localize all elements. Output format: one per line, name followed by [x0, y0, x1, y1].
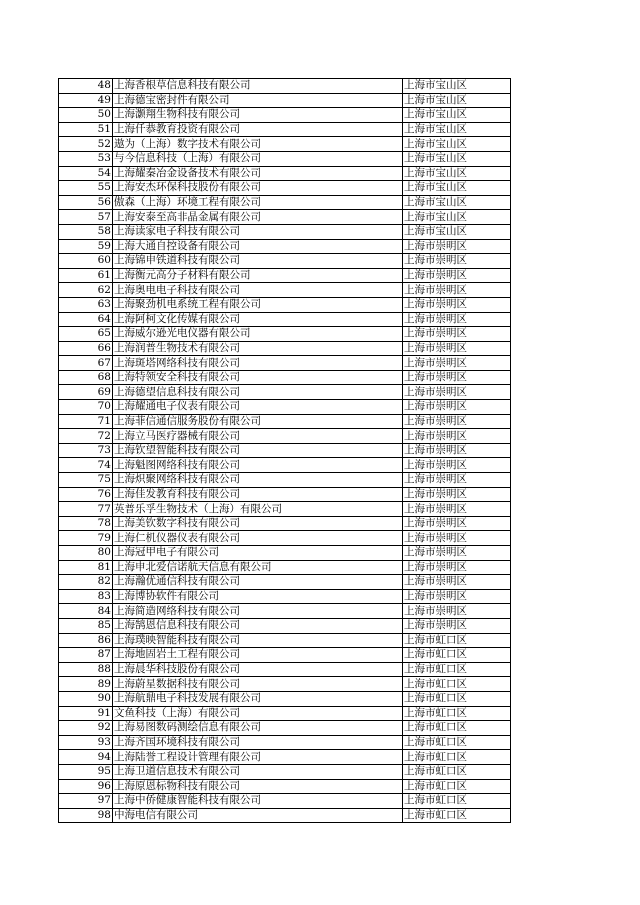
district-cell: 上海市崇明区 — [403, 589, 511, 604]
table-row — [59, 224, 511, 239]
table-row — [59, 779, 511, 794]
company-name-cell: 上海阿柯文化传媒有限公司 — [113, 312, 403, 327]
row-number-cell: 67 — [59, 356, 113, 371]
table-row — [59, 589, 511, 604]
district-cell: 上海市崇明区 — [403, 531, 511, 546]
company-name-cell: 上海衡元高分子材料有限公司 — [113, 268, 403, 283]
table-row — [59, 356, 511, 371]
row-number-cell: 98 — [59, 808, 113, 823]
company-name-cell: 上海陆誉工程设计管理有限公司 — [113, 750, 403, 765]
district-cell: 上海市崇明区 — [403, 458, 511, 473]
row-number-cell: 74 — [59, 458, 113, 473]
company-name-cell: 上海鹄恩信息科技有限公司 — [113, 618, 403, 633]
table-row — [59, 195, 511, 210]
table-row — [59, 458, 511, 473]
table-row — [59, 181, 511, 196]
district-cell: 上海市崇明区 — [403, 560, 511, 575]
district-cell: 上海市宝山区 — [403, 210, 511, 225]
row-number-cell: 50 — [59, 108, 113, 123]
table-row — [59, 808, 511, 823]
company-name-cell: 与今信息科技（上海）有限公司 — [113, 151, 403, 166]
company-name-cell: 上海香根草信息科技有限公司 — [113, 79, 403, 94]
district-cell: 上海市崇明区 — [403, 254, 511, 269]
table-row — [59, 429, 511, 444]
table-row — [59, 151, 511, 166]
row-number-cell: 73 — [59, 443, 113, 458]
district-cell: 上海市宝山区 — [403, 108, 511, 123]
district-cell: 上海市崇明区 — [403, 370, 511, 385]
company-name-cell: 上海斑塔网络科技有限公司 — [113, 356, 403, 371]
table-row — [59, 691, 511, 706]
district-cell: 上海市虹口区 — [403, 764, 511, 779]
district-cell: 上海市宝山区 — [403, 166, 511, 181]
company-name-cell: 上海安泰至高非晶金属有限公司 — [113, 210, 403, 225]
company-name-cell: 上海锦申铁道科技有限公司 — [113, 254, 403, 269]
row-number-cell: 77 — [59, 502, 113, 517]
table-row — [59, 443, 511, 458]
row-number-cell: 58 — [59, 224, 113, 239]
row-number-cell: 68 — [59, 370, 113, 385]
row-number-cell: 95 — [59, 764, 113, 779]
company-name-cell: 上海蔚星数据科技有限公司 — [113, 677, 403, 692]
district-cell: 上海市宝山区 — [403, 122, 511, 137]
table-row — [59, 794, 511, 809]
company-name-cell: 上海立马医疗器械有限公司 — [113, 429, 403, 444]
district-cell: 上海市崇明区 — [403, 618, 511, 633]
row-number-cell: 84 — [59, 604, 113, 619]
district-cell: 上海市虹口区 — [403, 691, 511, 706]
table-row — [59, 327, 511, 342]
table-row — [59, 648, 511, 663]
company-name-cell: 上海德望信息科技有限公司 — [113, 385, 403, 400]
district-cell: 上海市宝山区 — [403, 93, 511, 108]
company-name-cell: 上海德宝密封件有限公司 — [113, 93, 403, 108]
district-cell: 上海市崇明区 — [403, 502, 511, 517]
company-name-cell: 上海大通自控设备有限公司 — [113, 239, 403, 254]
company-name-cell: 上海佳发教育科技有限公司 — [113, 487, 403, 502]
company-name-cell: 傲森（上海）环境工程有限公司 — [113, 195, 403, 210]
table-row — [59, 79, 511, 94]
table-row — [59, 239, 511, 254]
district-cell: 上海市虹口区 — [403, 706, 511, 721]
row-number-cell: 51 — [59, 122, 113, 137]
table-row — [59, 735, 511, 750]
district-cell: 上海市虹口区 — [403, 721, 511, 736]
company-name-cell: 上海齐国环境科技有限公司 — [113, 735, 403, 750]
district-cell: 上海市虹口区 — [403, 808, 511, 823]
table-row — [59, 531, 511, 546]
district-cell: 上海市崇明区 — [403, 356, 511, 371]
company-name-cell: 上海晨华科技股份有限公司 — [113, 662, 403, 677]
table-row — [59, 618, 511, 633]
district-cell: 上海市宝山区 — [403, 195, 511, 210]
table-row — [59, 341, 511, 356]
table-row — [59, 706, 511, 721]
table-body — [59, 79, 511, 823]
row-number-cell: 69 — [59, 385, 113, 400]
district-cell: 上海市崇明区 — [403, 516, 511, 531]
district-cell: 上海市宝山区 — [403, 224, 511, 239]
company-name-cell: 上海瀚优通信科技有限公司 — [113, 575, 403, 590]
company-name-cell: 上海璞映智能科技有限公司 — [113, 633, 403, 648]
row-number-cell: 56 — [59, 195, 113, 210]
district-cell: 上海市虹口区 — [403, 662, 511, 677]
table-row — [59, 575, 511, 590]
district-cell: 上海市崇明区 — [403, 268, 511, 283]
company-name-cell: 上海读家电子科技有限公司 — [113, 224, 403, 239]
district-cell: 上海市崇明区 — [403, 546, 511, 561]
table-row — [59, 385, 511, 400]
table-row — [59, 750, 511, 765]
row-number-cell: 54 — [59, 166, 113, 181]
row-number-cell: 55 — [59, 181, 113, 196]
district-cell: 上海市崇明区 — [403, 239, 511, 254]
table-row — [59, 414, 511, 429]
row-number-cell: 48 — [59, 79, 113, 94]
table-row — [59, 662, 511, 677]
company-name-cell: 上海易图数码测绘信息有限公司 — [113, 721, 403, 736]
row-number-cell: 80 — [59, 546, 113, 561]
company-list-sheet — [58, 78, 510, 823]
table-row — [59, 268, 511, 283]
table-row — [59, 93, 511, 108]
company-name-cell: 文鱼科技（上海）有限公司 — [113, 706, 403, 721]
district-cell: 上海市虹口区 — [403, 648, 511, 663]
company-name-cell: 上海博协软件有限公司 — [113, 589, 403, 604]
table-row — [59, 560, 511, 575]
row-number-cell: 89 — [59, 677, 113, 692]
row-number-cell: 92 — [59, 721, 113, 736]
company-name-cell: 上海美钦数字科技有限公司 — [113, 516, 403, 531]
company-name-cell: 上海冠甲电子有限公司 — [113, 546, 403, 561]
table-row — [59, 473, 511, 488]
table-row — [59, 487, 511, 502]
district-cell: 上海市虹口区 — [403, 677, 511, 692]
company-name-cell: 上海魁图网络科技有限公司 — [113, 458, 403, 473]
table-row — [59, 297, 511, 312]
district-cell: 上海市崇明区 — [403, 341, 511, 356]
district-cell: 上海市宝山区 — [403, 181, 511, 196]
district-cell: 上海市崇明区 — [403, 312, 511, 327]
district-cell: 上海市崇明区 — [403, 429, 511, 444]
table-row — [59, 604, 511, 619]
company-name-cell: 上海申北爱信诺航天信息有限公司 — [113, 560, 403, 575]
row-number-cell: 60 — [59, 254, 113, 269]
table-row — [59, 400, 511, 415]
district-cell: 上海市崇明区 — [403, 604, 511, 619]
row-number-cell: 83 — [59, 589, 113, 604]
district-cell: 上海市崇明区 — [403, 443, 511, 458]
district-cell: 上海市虹口区 — [403, 779, 511, 794]
table-row — [59, 254, 511, 269]
table-row — [59, 721, 511, 736]
district-cell: 上海市崇明区 — [403, 385, 511, 400]
company-name-cell: 上海耀通电子仪表有限公司 — [113, 400, 403, 415]
company-name-cell: 上海威尔逊光电仪器有限公司 — [113, 327, 403, 342]
company-name-cell: 遨为（上海）数字技术有限公司 — [113, 137, 403, 152]
row-number-cell: 76 — [59, 487, 113, 502]
company-name-cell: 上海特领安全科技有限公司 — [113, 370, 403, 385]
row-number-cell: 65 — [59, 327, 113, 342]
table-row — [59, 210, 511, 225]
table-row — [59, 137, 511, 152]
row-number-cell: 85 — [59, 618, 113, 633]
row-number-cell: 71 — [59, 414, 113, 429]
row-number-cell: 75 — [59, 473, 113, 488]
company-name-cell: 上海安杰环保科技股份有限公司 — [113, 181, 403, 196]
row-number-cell: 87 — [59, 648, 113, 663]
district-cell: 上海市虹口区 — [403, 735, 511, 750]
company-name-cell: 中海电信有限公司 — [113, 808, 403, 823]
table-row — [59, 502, 511, 517]
company-name-cell: 上海仟恭教育投资有限公司 — [113, 122, 403, 137]
company-name-cell: 上海航鼎电子科技发展有限公司 — [113, 691, 403, 706]
row-number-cell: 70 — [59, 400, 113, 415]
district-cell: 上海市崇明区 — [403, 297, 511, 312]
row-number-cell: 52 — [59, 137, 113, 152]
district-cell: 上海市虹口区 — [403, 794, 511, 809]
table-row — [59, 108, 511, 123]
company-table — [58, 78, 511, 823]
company-name-cell: 上海仁机仪器仪表有限公司 — [113, 531, 403, 546]
row-number-cell: 64 — [59, 312, 113, 327]
company-name-cell: 英普乐孚生物技术（上海）有限公司 — [113, 502, 403, 517]
row-number-cell: 49 — [59, 93, 113, 108]
district-cell: 上海市宝山区 — [403, 137, 511, 152]
row-number-cell: 72 — [59, 429, 113, 444]
district-cell: 上海市崇明区 — [403, 487, 511, 502]
company-name-cell: 上海简造网络科技有限公司 — [113, 604, 403, 619]
row-number-cell: 61 — [59, 268, 113, 283]
row-number-cell: 79 — [59, 531, 113, 546]
table-row — [59, 370, 511, 385]
table-row — [59, 312, 511, 327]
table-row — [59, 546, 511, 561]
table-row — [59, 764, 511, 779]
row-number-cell: 88 — [59, 662, 113, 677]
row-number-cell: 57 — [59, 210, 113, 225]
company-name-cell: 上海灏翔生物科技有限公司 — [113, 108, 403, 123]
company-name-cell: 上海聚劲机电系统工程有限公司 — [113, 297, 403, 312]
row-number-cell: 93 — [59, 735, 113, 750]
company-name-cell: 上海地固岩土工程有限公司 — [113, 648, 403, 663]
company-name-cell: 上海中侨健康智能科技有限公司 — [113, 794, 403, 809]
row-number-cell: 59 — [59, 239, 113, 254]
row-number-cell: 66 — [59, 341, 113, 356]
district-cell: 上海市崇明区 — [403, 400, 511, 415]
row-number-cell: 53 — [59, 151, 113, 166]
company-name-cell: 上海炽聚网络科技有限公司 — [113, 473, 403, 488]
table-row — [59, 122, 511, 137]
district-cell: 上海市虹口区 — [403, 750, 511, 765]
company-name-cell: 上海菲信通信服务股份有限公司 — [113, 414, 403, 429]
table-row — [59, 283, 511, 298]
district-cell: 上海市宝山区 — [403, 79, 511, 94]
district-cell: 上海市崇明区 — [403, 575, 511, 590]
row-number-cell: 91 — [59, 706, 113, 721]
district-cell: 上海市崇明区 — [403, 473, 511, 488]
row-number-cell: 90 — [59, 691, 113, 706]
row-number-cell: 63 — [59, 297, 113, 312]
row-number-cell: 86 — [59, 633, 113, 648]
company-name-cell: 上海钦望智能科技有限公司 — [113, 443, 403, 458]
table-row — [59, 677, 511, 692]
row-number-cell: 82 — [59, 575, 113, 590]
table-row — [59, 633, 511, 648]
district-cell: 上海市宝山区 — [403, 151, 511, 166]
table-row — [59, 166, 511, 181]
company-name-cell: 上海卫道信息技术有限公司 — [113, 764, 403, 779]
row-number-cell: 94 — [59, 750, 113, 765]
row-number-cell: 96 — [59, 779, 113, 794]
company-name-cell: 上海原恩标物科技有限公司 — [113, 779, 403, 794]
row-number-cell: 78 — [59, 516, 113, 531]
district-cell: 上海市崇明区 — [403, 414, 511, 429]
row-number-cell: 62 — [59, 283, 113, 298]
company-name-cell: 上海奥电电子科技有限公司 — [113, 283, 403, 298]
company-name-cell: 上海润普生物技术有限公司 — [113, 341, 403, 356]
row-number-cell: 97 — [59, 794, 113, 809]
district-cell: 上海市崇明区 — [403, 283, 511, 298]
company-name-cell: 上海耀秦冶金设备技术有限公司 — [113, 166, 403, 181]
district-cell: 上海市崇明区 — [403, 327, 511, 342]
row-number-cell: 81 — [59, 560, 113, 575]
district-cell: 上海市虹口区 — [403, 633, 511, 648]
table-row — [59, 516, 511, 531]
